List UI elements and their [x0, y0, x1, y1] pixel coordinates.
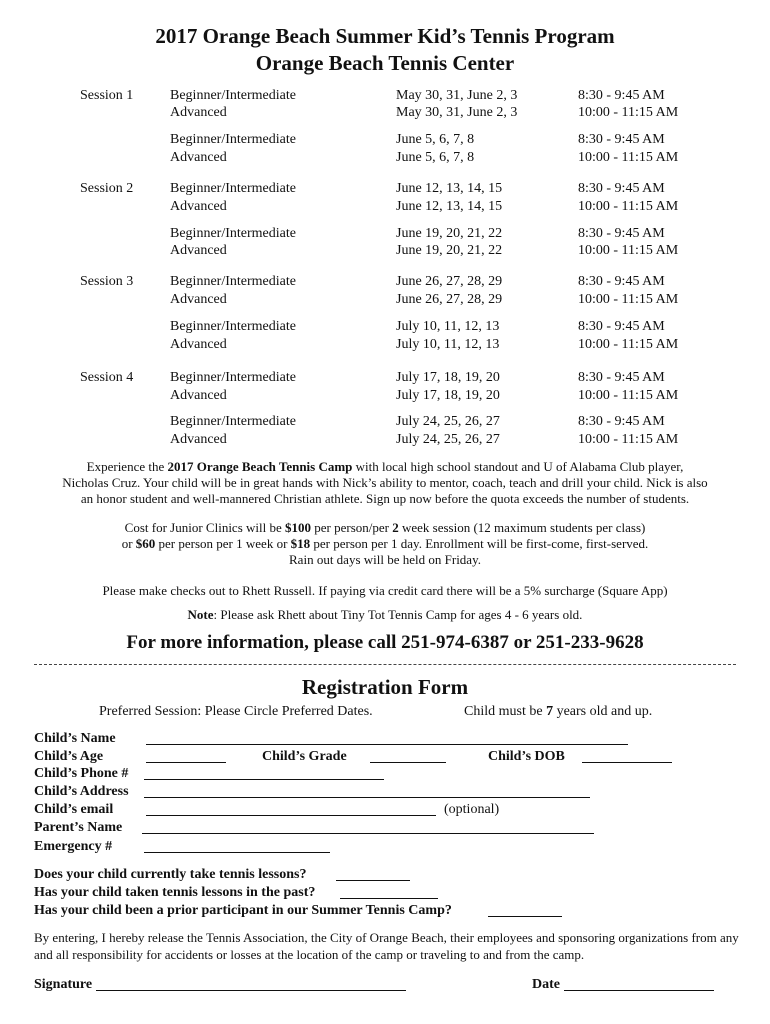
schedule-time: 8:30 - 9:45 AM [578, 132, 665, 147]
registration-title: Registration Form [301, 675, 469, 699]
emergency-field[interactable] [144, 852, 330, 853]
schedule-time: 8:30 - 9:45 AM [578, 181, 665, 196]
cost-amount: $100 [285, 520, 312, 535]
child-address-field[interactable] [144, 797, 590, 798]
schedule-level: Advanced [170, 199, 227, 214]
intro-line-3: an honor student and well-mannered Christian athlete. Sign up now before the quota exceeds the number of students. [80, 491, 690, 506]
schedule-time: 10:00 - 11:15 AM [578, 150, 679, 165]
date-label: Date [532, 977, 560, 992]
email-optional-note: (optional) [444, 802, 500, 817]
schedule-time: 10:00 - 11:15 AM [578, 388, 679, 403]
child-email-field[interactable] [146, 815, 436, 816]
page-subtitle: Orange Beach Tennis Center [255, 51, 515, 75]
intro-line-2: Nicholas Cruz. Your child will be in great hands with Nick’s ability to mentor, coach, teach and drill your child. Nick is also [62, 475, 708, 490]
schedule-level: Beginner/Intermediate [170, 88, 296, 103]
session-label: Session 2 [80, 181, 134, 196]
schedule-time: 10:00 - 11:15 AM [578, 337, 679, 352]
schedule-time: 8:30 - 9:45 AM [578, 370, 665, 385]
schedule-dates: June 5, 6, 7, 8 [396, 150, 475, 165]
schedule-dates: June 12, 13, 14, 15 [396, 181, 503, 196]
question-prior-participant: Has your child been a prior participant in our Summer Tennis Camp? [34, 903, 452, 918]
parent-name-field[interactable] [142, 833, 594, 834]
child-grade-field[interactable] [370, 762, 446, 763]
schedule-dates: June 19, 20, 21, 22 [396, 243, 503, 258]
liability-release: By entering, I hereby release the Tennis Association, the City of Orange Beach, their employees and sponsoring organizations from any and all responsibility for accidents or losses at the location of the camp or traveling to and from the camp. [34, 930, 739, 962]
schedule-dates: July 24, 25, 26, 27 [396, 414, 500, 429]
schedule-time: 10:00 - 11:15 AM [578, 105, 679, 120]
intro-line-1 [30, 459, 740, 475]
session-label: Session 4 [80, 370, 134, 385]
schedule-dates: June 5, 6, 7, 8 [396, 132, 475, 147]
schedule-level: Advanced [170, 105, 227, 120]
cost-text: or [121, 536, 136, 551]
schedule-level: Beginner/Intermediate [170, 414, 296, 429]
schedule-level: Beginner/Intermediate [170, 319, 296, 334]
cost-text: per person/per [311, 520, 393, 535]
answer-prior-participant-field[interactable] [488, 916, 562, 917]
payment-note: Please make checks out to Rhett Russell. If paying via credit card there will be a 5% surcharge (Square App) [102, 583, 668, 598]
child-dob-label: Child’s DOB [488, 749, 565, 764]
schedule-time: 10:00 - 11:15 AM [578, 199, 679, 214]
age-text: Child must be [464, 704, 547, 719]
schedule-dates: July 24, 25, 26, 27 [396, 432, 500, 447]
note-label: Note [187, 607, 214, 622]
schedule-dates: June 12, 13, 14, 15 [396, 199, 503, 214]
contact-info: For more information, please call 251-974-6387 or 251-233-9628 [126, 632, 644, 653]
child-age-label: Child’s Age [34, 749, 104, 764]
schedule-level: Beginner/Intermediate [170, 370, 296, 385]
cost-amount: $18 [290, 536, 311, 551]
signature-label: Signature [34, 977, 93, 992]
schedule-time: 8:30 - 9:45 AM [578, 414, 665, 429]
cost-paragraph [30, 520, 740, 568]
cost-line-2 [30, 536, 740, 552]
schedule-time: 8:30 - 9:45 AM [578, 274, 665, 289]
cost-weeks: 2 [392, 520, 399, 535]
child-phone-field[interactable] [144, 779, 384, 780]
schedule-level: Beginner/Intermediate [170, 132, 296, 147]
session-label: Session 1 [80, 88, 134, 103]
intro-text: Experience the [86, 459, 168, 474]
cost-text: Cost for Junior Clinics will be [124, 520, 286, 535]
child-age-field[interactable] [146, 762, 226, 763]
child-dob-field[interactable] [582, 762, 672, 763]
cost-line-3: Rain out days will be held on Friday. [289, 552, 481, 567]
schedule-dates: May 30, 31, June 2, 3 [396, 88, 518, 103]
preferred-session-instruction: Preferred Session: Please Circle Preferred Dates. [99, 704, 373, 719]
age-requirement [464, 703, 652, 720]
schedule-dates: May 30, 31, June 2, 3 [396, 105, 518, 120]
schedule-level: Advanced [170, 337, 227, 352]
schedule-time: 10:00 - 11:15 AM [578, 432, 679, 447]
tiny-tot-note [30, 607, 740, 623]
session-label: Session 3 [80, 274, 134, 289]
child-name-field[interactable] [146, 744, 628, 745]
schedule-level: Advanced [170, 292, 227, 307]
schedule-time: 8:30 - 9:45 AM [578, 88, 665, 103]
intro-paragraph [30, 459, 740, 507]
camp-name: 2017 Orange Beach Tennis Camp [167, 459, 353, 474]
schedule-dates: June 19, 20, 21, 22 [396, 226, 503, 241]
answer-current-lessons-field[interactable] [336, 880, 410, 881]
schedule-dates: June 26, 27, 28, 29 [396, 292, 503, 307]
date-field[interactable] [564, 990, 714, 991]
cost-text: week session (12 maximum students per class) [398, 520, 646, 535]
schedule-level: Advanced [170, 432, 227, 447]
min-age: 7 [546, 704, 554, 719]
page-title: 2017 Orange Beach Summer Kid’s Tennis Program [155, 24, 615, 48]
schedule-level: Advanced [170, 243, 227, 258]
schedule-time: 8:30 - 9:45 AM [578, 226, 665, 241]
schedule-level: Beginner/Intermediate [170, 274, 296, 289]
child-grade-label: Child’s Grade [262, 749, 347, 764]
schedule-dates: July 17, 18, 19, 20 [396, 388, 500, 403]
note-text: : Please ask Rhett about Tiny Tot Tennis Camp for ages 4 - 6 years old. [213, 607, 583, 622]
age-text: years old and up. [553, 704, 653, 719]
child-email-label: Child’s email [34, 802, 114, 817]
question-past-lessons: Has your child taken tennis lessons in the past? [34, 885, 316, 900]
cost-text: per person per 1 week or [155, 536, 291, 551]
parent-name-label: Parent’s Name [34, 820, 123, 835]
signature-field[interactable] [96, 990, 406, 991]
schedule-dates: July 17, 18, 19, 20 [396, 370, 500, 385]
answer-past-lessons-field[interactable] [340, 898, 438, 899]
schedule-dates: June 26, 27, 28, 29 [396, 274, 503, 289]
emergency-label: Emergency # [34, 839, 113, 854]
child-address-label: Child’s Address [34, 784, 129, 799]
schedule-time: 10:00 - 11:15 AM [578, 243, 679, 258]
schedule-level: Advanced [170, 388, 227, 403]
schedule-level: Beginner/Intermediate [170, 181, 296, 196]
child-phone-label: Child’s Phone # [34, 766, 129, 781]
cost-line-1 [30, 520, 740, 536]
tear-off-divider [34, 664, 736, 665]
intro-text: with local high school standout and U of Alabama Club player, [352, 459, 684, 474]
schedule-level: Advanced [170, 150, 227, 165]
cost-text: per person per 1 day. Enrollment will be first-come, first-served. [310, 536, 649, 551]
schedule-dates: July 10, 11, 12, 13 [396, 337, 500, 352]
child-name-label: Child’s Name [34, 731, 116, 746]
cost-amount: $60 [135, 536, 156, 551]
schedule-dates: July 10, 11, 12, 13 [396, 319, 500, 334]
question-current-lessons: Does your child currently take tennis lessons? [34, 867, 307, 882]
schedule-level: Beginner/Intermediate [170, 226, 296, 241]
schedule-time: 8:30 - 9:45 AM [578, 319, 665, 334]
schedule-time: 10:00 - 11:15 AM [578, 292, 679, 307]
